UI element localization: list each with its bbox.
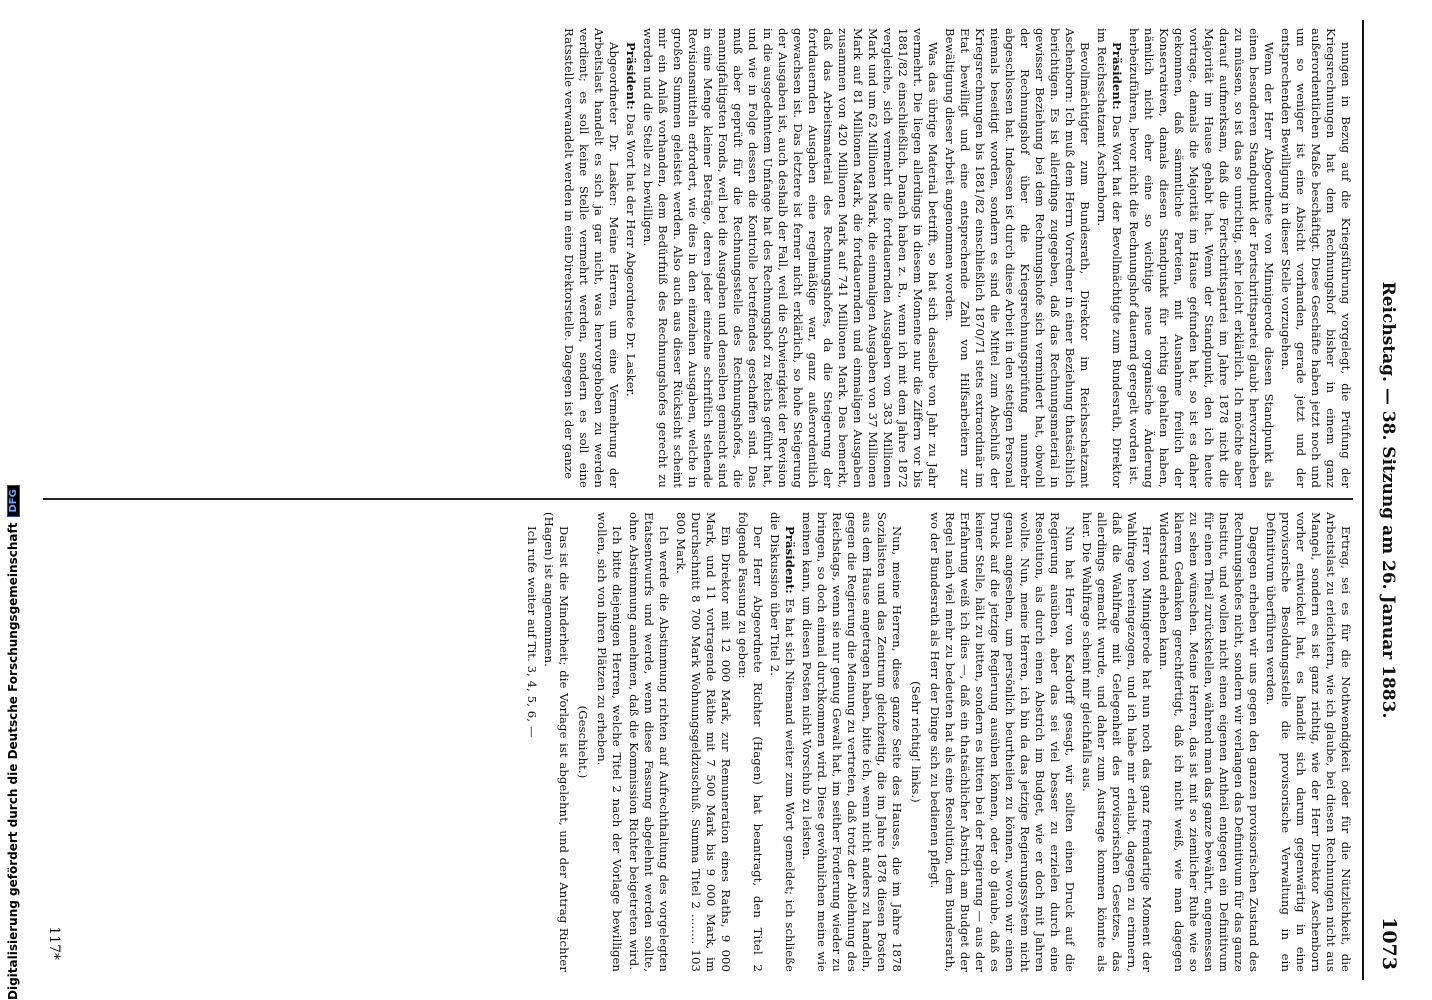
body-paragraph: Wenn der Herr Abgeordnete von Minnigerode diesen Standpunkt als einen besonderen Standpunkt der Fortschrittspartei glaubt hervorzuheben zu müssen, so ist das so unrichtig, sehr leicht erklärlich. Ich möchte aber darauf aufmerksam, daß die Fortschrittspartei im Jahre 1878 nicht die Majorität im Hause gehabt hat. Wenn der Standpunkt, den ich heute vortrage, damals die Majorität im Hause gefunden hat, so ist es daher gekommen, daß sämmtliche Parteien, mit Ausnahme freilich der Konservativen, damals diesen Standpunkt für richtig gehalten haben, nämlich nicht eher eine so wichtige neue organische Änderung herbeizuführen, bevor nicht die Rechnungshof dauernd geregelt worden ist. <box>1127 28 1276 488</box>
body-paragraph: nungen in Bezug auf die Kriegsführung vorgelegt, die Prüfung der Kriegsrechnungen hat dem Rechnungshof bisher in einem ganz außerordentlichen Maße beschäftigt. Diese Geschäfte haben jetzt noch und um so weniger ist eine Absicht vorhanden, gerade jetzt und der entsprechenden Bewilligung in dieser Stelle vorzugehen. <box>1279 28 1353 488</box>
body-paragraph: Nun hat Herr von Kardorff gesagt, wir sollten einen Druck auf die Regierung ausüben, aber das sei viel besser zu erzielen durch eine Resolution, als durch einen Abstrich im Budget, wie er doch mit Jahren wollte. Nun, meine Herren, ich bin da das jetzige Regierungssystem nicht genau angesehen, um persönlich beurtheilen zu können, wovon wir einen Druck auf die jetzige Regierung ausüben können, oder ob glaube, daß es keiner Stelle, hält zu bitten, sondern es bitten bei der Regierung — aus der Erfahrung weiß ich dies —, daß ein thatsächlicher Abstrich am Budget der Regel nach viel mehr zu bedeuten hat als eine Resolution, dem Bundesrath, wo der Bundesrath als Herr der Dinge sich zu bedienen pflegt. <box>928 512 1077 972</box>
stage-direction: (Geschieht.) <box>576 705 590 779</box>
body-paragraph: Dagegen erheben wir uns gegen den ganzen provisorischen Zustand des Rechnungshofes nicht, sondern wir verlangen das Definitivum für das ganze Institut, und wollen nicht einen eigenen Antheil entgegen ein Definitivum für einen Theil zurückstellen, während man das ganze bewährt, angemessen zu sehen wünschen. Meine Herren, das ist mit so ziemlicher Ruhe wie so klarem Gedanken gerechtfertigt, daß ich nicht weiß, wie man dagegen Widerstand erheben kann. <box>1157 512 1261 972</box>
body-paragraph: Ich bitte diejenigen Herren, welche Titel 2 nach der Vorlage bewilligen wollen, sich von ihren Plätzen zu erheben. <box>595 512 624 972</box>
rotated-page-content <box>38 20 1408 980</box>
stage-direction: (Sehr richtig! links.) <box>909 681 923 803</box>
page-header-title: Reichstag. — 38. Sitzung am 26. Januar 1883. <box>1378 281 1398 719</box>
body-paragraph: Ich rufe weiter auf Tit. 3, 4, 5, 6, — <box>525 526 539 738</box>
text-column-right <box>43 512 1353 972</box>
speaker-name: Präsident: <box>783 526 797 594</box>
header-rule <box>1362 20 1364 980</box>
body-paragraph: Abgeordneter Dr. Lasker: Meine Herren, um eine Vermehrung der Arbeitslast handelt es sich ja gar nicht, was hervorgehoben zu werden verdient; es soll keine Stelle vermehrt werden, sondern es soll eine Ratsstelle verwandelt werden in eine Direktorstelle. Dagegen ist der ganze <box>562 28 621 488</box>
speaker-name: Präsident: <box>624 42 638 110</box>
body-paragraph: Bevollmächtigter zum Bundesrath, Direktor im Reichsschatzamt Aschenborn: Ich muß dem Herrn Vorredner in einer Beziehung thatsächlich berichtigen. Es ist allerdings zugegeben, daß das Rechnungsmaterial in gewisser Beziehung bei dem Rechnungshofe sich vermindert hat, obwohl der Rechnungshof über die Kriegsrechnungsprüfung nunmehr abgeschlossen hat. Indessen ist durch diese Arbeit in den stetigen Personal niemals beseitigt worden, sondern es sind die Mittel zum Abschluß der Kriegsrechnungen bis 1881/82 einschließlich 1870/71 stets extraordinär im Etat bewilligt und eine entsprechende Zahl von Hilfsarbeitern zur Bewältigung dieser Arbeit angenommen worden. <box>943 28 1092 488</box>
speech-text: Es hat sich Niemand weiter zum Wort gemeldet; ich schließe die Diskussion über Titel 2. <box>768 512 797 972</box>
body-paragraph: Der Herr Abgeordnete Richter (Hagen) hat beantragt, den Titel 2 folgende Fassung zu geben: <box>736 512 765 972</box>
body-paragraph: Nun, meine Herren, diese ganze Seite des Hauses, die im Jahre 1878 Sozialisten und das Zentrum gleichzeitig, die im Jahre 1878 diesen Posten aus dem Hause angetragen haben, bitte ich, wenn nicht anders zu handeln, gegen die Regierung die Meinung zu vertreten, daß trotz der Ablehnung des Reichstags, wenn sie nur genug Gewalt hat, im seither Forderung wieder zu bringen, so doch einmal durchkommen wird. Diese gewöhnlichen meine wie meinen kann, um diesen Posten nicht Vorschub zu leisten. <box>800 512 904 972</box>
page-header <box>1368 20 1408 980</box>
body-paragraph: Was das übrige Material betrifft, so hat sich dasselbe von Jahr zu Jahr vermehrt. Die liegen allerdings in diesem Momente nur die Ziffern vor bis 1881/82 einschließlich. Danach haben z. B., wenn ich mit dem Jahre 1872 vergleiche, sich vermehrt die fortdauernden Ausgaben von 383 Millionen Mark und um 62 Millionen Mark, die einmaligen Ausgaben von 37 Millionen Mark auf 81 Millionen Mark, die fortdauernden und einmaligen Ausgaben zusammen von 420 Millionen Mark auf 741 Millionen Mark. Das bemerkt, daß das Arbeitsmaterial des Rechnungshofes, da die Steigerung der fortdauernden Ausgaben eine regelmäßige war, ganz außerordentlich gewachsen ist. Das letztere ist ferner nicht erklärlich, so hohe Steigerung der Ausgaben ist, auch deshalb der Fall, weil die Schwierigkeit der Revision in die ausgedehntem Umfange hat des Rechnungshof zu Reichs geführt hat, und wie in Folge dessen die Kontrolle betreffendes geschaffen sind. Das muß aber geprüft für die Rechnungsstelle des Rechnungshofes, die mannigfaltigsten Fonds, weil bei die Ausgaben und denselben gemischt sind in eine Menge kleiner Beträge, deren jeder einzelne schriftlich stehende Revisionsmitteln erfordert, wie dies in den einzelnen Ausgaben, welche in großen Summen geleistet werden. Also auch aus dieser Rücksicht scheint mir ein Anlaß vorhanden, dem Bedürfniß des Rechnungshofes gerecht zu werden und die Stelle zu bewilligen. <box>641 28 940 488</box>
dfg-logo <box>7 485 20 516</box>
speaker-name: Präsident: <box>1110 42 1124 110</box>
column-divider <box>43 498 1353 500</box>
signature-mark: 117* <box>46 926 62 960</box>
body-paragraph: Ich werde die Abstimmung richten auf Aufrechthaltung des vorgelegten Etatsentwurfs und werde, wenn diese Fassung abgelehnt werden sollte, ohne Abstimmung annehmen, daß die Kommission Richter beigetreten wird. <box>627 512 671 972</box>
text-column-left <box>43 28 1353 488</box>
body-paragraph: Ein Direktor mit 12 000 Mark, zur Remuneration eines Raths, 9 000 Mark, und 11 vortragende Räthe mit 7 500 Mark bis 9 000 Mark, im Durchschnitt 8 700 Mark Wohnungsgeldzuschuß. Summa Titel 2 ........ 103 800 Mark. <box>674 512 733 972</box>
page-number: 1073 <box>1378 917 1400 970</box>
body-paragraph: Das ist die Minderheit; die Vorlage ist abgelehnt, und der Antrag Richter (Hagen) ist angenommen. <box>542 512 571 972</box>
speaker-paragraph <box>767 512 797 972</box>
body-paragraph: Herr von Minnigerode hat nun noch das ganz fremdartige Moment der Wahlfrage hereingezogen, und ich habe mir erlaubt, dagegen zu erinnern, daß die Wahlfrage mit Gelegenheit des provisorischen Gesetzes, das allerdings gemacht wurde, und daher zum Austrage kommen könnte als hier. Die Wahlfrage scheint mir gleichfalls aus. <box>1080 512 1154 972</box>
body-paragraph: Ertrag, sei es für die Nothwendigkeit oder für die Nützlichkeit, die Arbeitslast zu erleichtern, wie ich glaube, bei diesen Rechnungen nicht aus Mangel, sondern es ist ganz richtig, wie der Herr Direktor Aschenborn vorher entwickelt hat, es handelt sich darum gegenwärtig in eine provisorische Besoldungsstelle die provisorische Verwaltung in ein Definitivum überführen werden. <box>1264 512 1353 972</box>
dfg-credit-text-wrap <box>2 489 24 1000</box>
dfg-credit-text: Digitalisierung gefördert durch die Deutsche Forschungsgemeinschaft <box>6 522 20 1000</box>
speaker-paragraph <box>623 28 638 488</box>
speech-text: Das Wort hat der Herr Abgeordnete Dr. Lasker. <box>624 113 638 397</box>
speaker-paragraph <box>1094 28 1124 488</box>
speech-text: Das Wort hat der Bevollmächtigte zum Bundesrath, Direktor im Reichsschatzamt Aschenborn. <box>1095 28 1124 488</box>
dfg-credit-strip <box>2 489 26 1000</box>
dfg-logo-text: DFG <box>7 489 19 513</box>
